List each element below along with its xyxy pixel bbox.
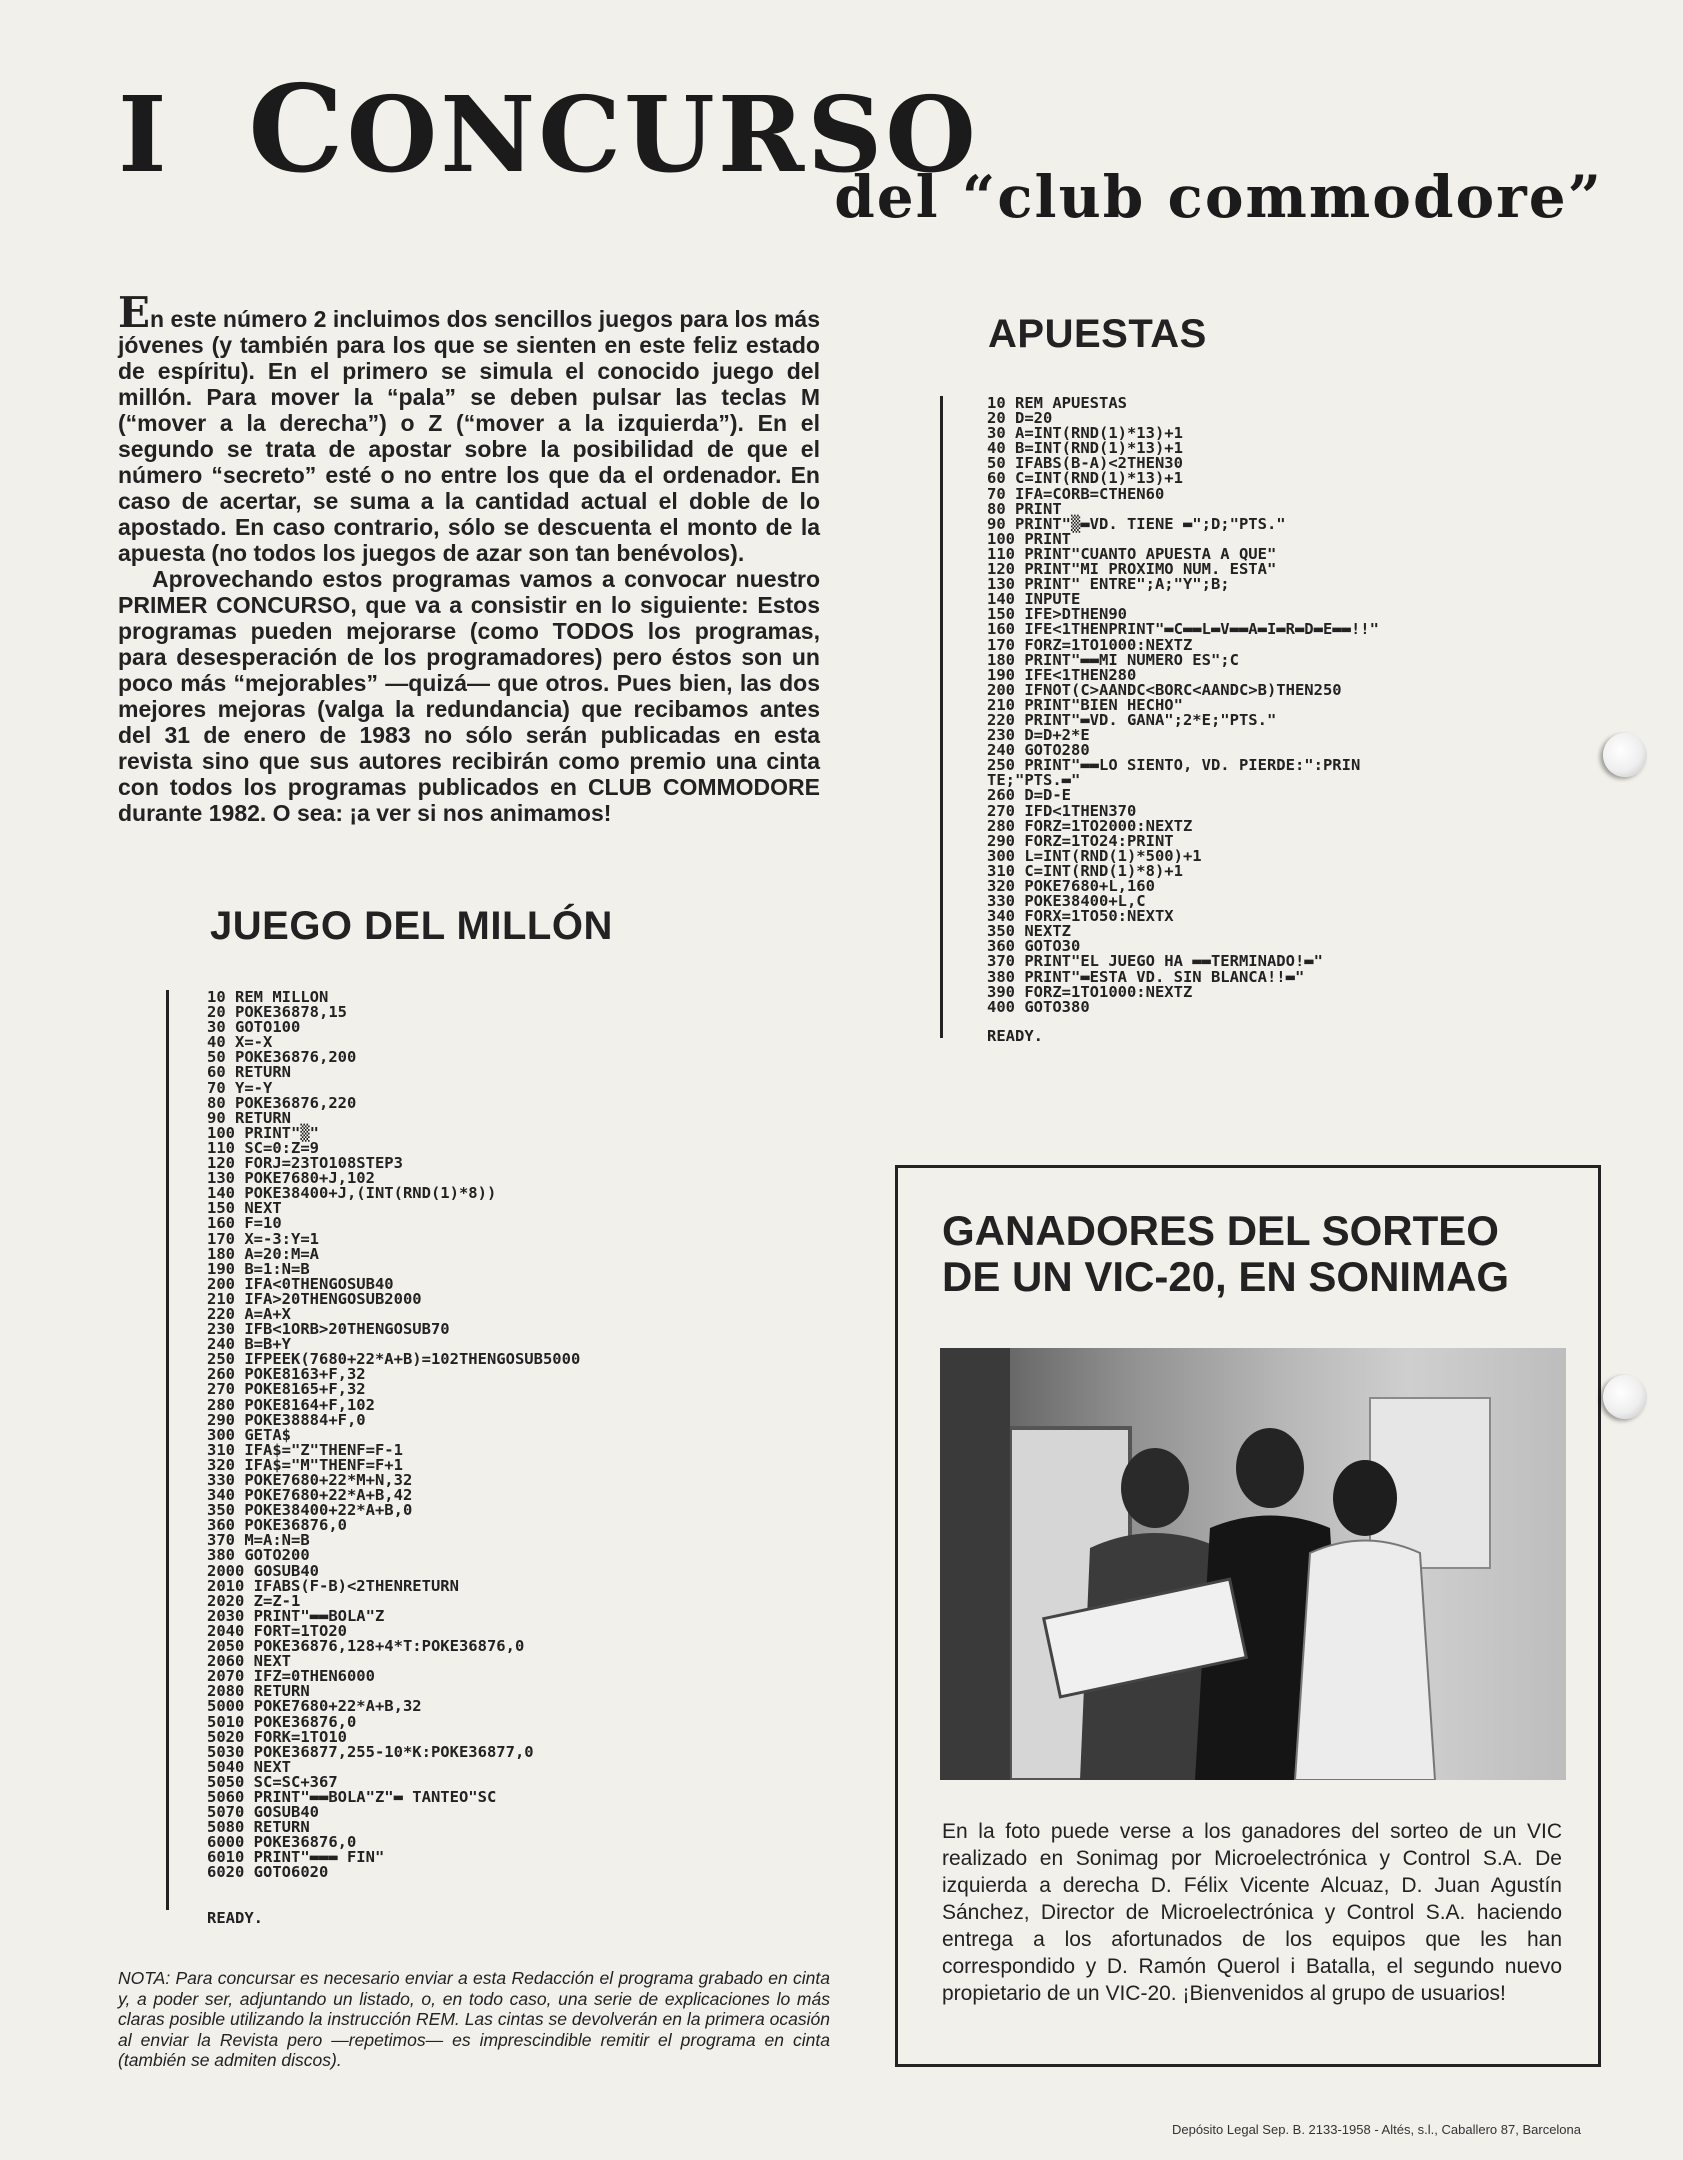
code-line: 50 POKE36876,200 [207, 1048, 357, 1067]
code-line: 250 PRINT"▬▬LO SIENTO, VD. PIERDE:":PRIN [987, 756, 1361, 775]
photo-person-right-head [1333, 1460, 1397, 1536]
code-line: 80 PRINT [987, 499, 1062, 518]
winners-title [942, 1208, 1509, 1300]
code-line: 200 IFA<0THENGOSUB40 [207, 1274, 394, 1293]
code-line: 5010 POKE36876,0 [207, 1712, 357, 1731]
code-line: 260 D=D-E [987, 786, 1071, 805]
code-line: 180 PRINT"▬▬MI NUMERO ES";C [987, 650, 1239, 669]
code-line: 280 POKE8164+F,102 [207, 1395, 375, 1414]
winners-caption: En la foto puede verse a los ganadores del sorteo de un VIC realizado en Sonimag por Microelectrónica y Control S.A. De izquierda a derecha D. Félix Vicente Alcuaz, D. Juan Agustín Sánchez, Director de Microelectrónica y Control S.A. haciendo entrega a los afortunados de los equipos que les han correspondido y D. Ramón Querol i Batalla, el segundo nuevo propietario de un VIC-20. ¡Bienvenidos al grupo de usuarios! [942, 1820, 1562, 2005]
code-line: 140 POKE38400+J,(INT(RND(1)*8)) [207, 1184, 497, 1203]
code-line: 10 REM APUESTAS [987, 394, 1127, 412]
code-line: 380 GOTO200 [207, 1546, 310, 1565]
code-line: 40 X=-X [207, 1033, 273, 1052]
code-line: 170 X=-3:Y=1 [207, 1229, 319, 1248]
code-line: 240 GOTO280 [987, 741, 1090, 760]
winners-box [895, 1165, 1601, 2067]
code-line: 370 M=A:N=B [207, 1531, 310, 1550]
code-line: 2060 NEXT [207, 1652, 291, 1671]
code-line: 210 IFA>20THENGOSUB2000 [207, 1289, 422, 1308]
code-line: 150 NEXT [207, 1199, 282, 1218]
code-line: 230 IFB<1ORB>20THENGOSUB70 [207, 1320, 450, 1339]
code-line: 100 PRINT [987, 529, 1071, 548]
code-line: 2020 Z=Z-1 [207, 1591, 301, 1610]
code-line: 280 FORZ=1TO2000:NEXTZ [987, 816, 1193, 835]
code-line: 160 F=10 [207, 1214, 282, 1233]
photo-person-center-head [1236, 1428, 1304, 1508]
photo-dark-wall [940, 1348, 1010, 1780]
code-line: 300 GETA$ [207, 1425, 291, 1444]
code-line: 2030 PRINT"▬▬BOLA"Z [207, 1606, 385, 1625]
code-line: 330 POKE7680+22*M+N,32 [207, 1471, 413, 1489]
code-line: 260 POKE8163+F,32 [207, 1365, 366, 1384]
code-line: 6000 POKE36876,0 [207, 1833, 357, 1852]
code-line: 5050 SC=SC+367 [207, 1772, 338, 1791]
code-line: 40 B=INT(RND(1)*13)+1 [987, 439, 1183, 458]
code-line: 5000 POKE7680+22*A+B,32 [207, 1697, 422, 1716]
code-line: 5040 NEXT [207, 1757, 291, 1776]
code-line: 2080 RETURN [207, 1682, 310, 1701]
code-line: 350 POKE38400+22*A+B,0 [207, 1501, 413, 1520]
code-line: 60 RETURN [207, 1063, 291, 1082]
code-line: 170 FORZ=1TO1000:NEXTZ [987, 635, 1193, 654]
code-line: 130 POKE7680+J,102 [207, 1169, 375, 1188]
code-line: 5060 PRINT"▬▬BOLA"Z"▬ TANTEO"SC [207, 1787, 497, 1806]
millon-ready-prompt: READY. [207, 1908, 263, 1927]
intro-paragraph-1-text: n este número 2 incluimos dos sencillos juegos para los más jóvenes (y también para los que se sienten en este feliz estado de espíritu). En el primero se simula el conocido juego del millón. Para mover la “pala” se deben pulsar las teclas M (“mover a la derecha”) o Z (“mover a la izquierda”). En el segundo se trata de apostar sobre la posibilidad de que el número “secreto” esté o no entre los que da el ordenador. En caso de acertar, se suma a la cantidad actual el doble de lo apostado. En caso contrario, sólo se descuenta el monto de la apuesta (no todos los juegos de azar son tan benévolos). [118, 306, 820, 566]
code-line: 340 FORX=1TO50:NEXTX [987, 907, 1174, 926]
contest-note: NOTA: Para concursar es necesario enviar a esta Redacción el programa grabado en cinta y, a poder ser, adjuntando un listado, o, en todo caso, una serie de explicaciones lo más claras posible utilizando la instrucción REM. Las cintas se devolverán en la primera ocasión al enviar la Revista pero —repetimos— es imprescindible remitir el programa en cinta (también se admiten discos). [118, 1968, 830, 2070]
code-line: 390 FORZ=1TO1000:NEXTZ [987, 982, 1193, 1001]
intro-text [118, 288, 820, 826]
code-line: 140 INPUTE [987, 590, 1081, 609]
code-line: 330 POKE38400+L,C [987, 892, 1146, 911]
code-line: 210 PRINT"BIEN HECHO" [987, 695, 1183, 714]
code-line: 320 POKE7680+L,160 [987, 877, 1155, 895]
code-line: 270 IFD<1THEN370 [987, 801, 1137, 820]
code-line: 360 POKE36876,0 [207, 1516, 347, 1535]
code-line: 220 A=A+X [207, 1304, 291, 1323]
code-line: TE;"PTS.▬" [987, 771, 1081, 790]
code-line: 6020 GOTO6020 [207, 1863, 329, 1882]
code-line: 70 IFA=CORB=CTHEN60 [987, 484, 1165, 503]
code-line: 110 SC=0:Z=9 [207, 1138, 319, 1157]
code-line: 320 IFA$="M"THENF=F+1 [207, 1455, 403, 1474]
code-line: 5030 POKE36877,255-10*K:POKE36877,0 [207, 1742, 534, 1761]
apuestas-ready-prompt: READY. [987, 1026, 1043, 1045]
code-line: 160 IFE<1THENPRINT"▬C▬▬L▬V▬▬A▬I▬R▬D▬E▬▬!!" [987, 620, 1379, 639]
code-line: 200 IFNOT(C>AANDC<BORC<AANDC>B)THEN250 [987, 680, 1342, 699]
code-line: 2010 IFABS(F-B)<2THENRETURN [207, 1576, 459, 1595]
photo-person-left-head [1121, 1448, 1189, 1528]
photo-person-right-body [1295, 1541, 1435, 1781]
code-line: 190 IFE<1THEN280 [987, 665, 1137, 684]
intro-paragraph-2: Aprovechando estos programas vamos a convocar nuestro PRIMER CONCURSO, que va a consistir en lo siguiente: Estos programas pueden mejorarse (como TODOS los programas, para desesperación de los programadores) pero éstos son un poco más “mejorables” —quizá— que otros. Pues bien, las dos mejores mejoras (valga la redundancia) que recibamos antes del 31 de enero de 1983 no sólo serán publicadas en esta revista sino que sus autores recibirán como premio una cinta con todos los programas publicados en CLUB COMMODORE durante 1982. O sea: ¡a ver si nos animamos! [118, 566, 820, 826]
code-line: 2070 IFZ=0THEN6000 [207, 1667, 375, 1686]
code-line: 310 C=INT(RND(1)*8)+1 [987, 861, 1183, 880]
code-line: 380 PRINT"▬ESTA VD. SIN BLANCA!!▬" [987, 967, 1305, 986]
code-line: 20 POKE36878,15 [207, 1003, 347, 1022]
code-line: 50 IFABS(B-A)<2THEN30 [987, 454, 1183, 473]
code-line: 120 PRINT"MI PROXIMO NUM. ESTA" [987, 560, 1277, 579]
code-line: 2000 GOSUB40 [207, 1561, 319, 1580]
code-line: 70 Y=-Y [207, 1078, 273, 1097]
code-line: 220 PRINT"▬VD. GANA";2*E;"PTS." [987, 710, 1277, 729]
binder-hole-bottom [1603, 1375, 1647, 1419]
drop-cap: E [118, 288, 151, 337]
code-line: 270 POKE8165+F,32 [207, 1380, 366, 1399]
code-line: 290 FORZ=1TO24:PRINT [987, 831, 1174, 850]
code-line: 90 RETURN [207, 1108, 291, 1127]
winners-title-line-1: GANADORES DEL SORTEO [942, 1207, 1499, 1254]
code-line: 5070 GOSUB40 [207, 1803, 319, 1822]
code-line: 30 GOTO100 [207, 1018, 301, 1037]
code-line: 190 B=1:N=B [207, 1259, 310, 1278]
code-line: 310 IFA$="Z"THENF=F-1 [207, 1440, 403, 1459]
code-line: 5020 FORK=1TO10 [207, 1727, 347, 1746]
code-line: 250 IFPEEK(7680+22*A+B)=102THENGOSUB5000 [207, 1350, 581, 1369]
apuestas-heading: APUESTAS [988, 312, 1207, 356]
binder-hole-top [1603, 733, 1647, 777]
code-line: 100 PRINT"▒" [207, 1123, 319, 1142]
code-line: 2050 POKE36876,128+4*T:POKE36876,0 [207, 1637, 525, 1656]
code-line: 230 D=D+2*E [987, 726, 1090, 745]
code-line: 340 POKE7680+22*A+B,42 [207, 1486, 413, 1505]
code-line: 120 FORJ=23TO108STEP3 [207, 1154, 403, 1173]
code-line: 20 D=20 [987, 409, 1053, 428]
title-first-word: I [118, 73, 170, 196]
code-line: 360 GOTO30 [987, 937, 1081, 956]
code-line: 300 L=INT(RND(1)*500)+1 [987, 846, 1202, 865]
page-subtitle: del “club commodore” [834, 163, 1603, 231]
code-line: 2040 FORT=1TO20 [207, 1621, 347, 1640]
title-rest: ONCURSO [346, 73, 979, 196]
winners-photo-illustration [940, 1348, 1566, 1780]
millon-code-listing [166, 988, 581, 1927]
code-line: 130 PRINT" ENTRE";A;"Y";B; [987, 575, 1230, 594]
apuestas-code-listing [940, 394, 1379, 1045]
code-line: 30 A=INT(RND(1)*13)+1 [987, 424, 1183, 443]
millon-code-lines [207, 990, 580, 1881]
winners-title-line-2: DE UN VIC-20, EN SONIMAG [942, 1253, 1510, 1300]
code-line: 5080 RETURN [207, 1818, 310, 1837]
code-line: 370 PRINT"EL JUEGO HA ▬▬TERMINADO!▬" [987, 952, 1323, 971]
code-line: 180 A=20:M=A [207, 1244, 319, 1263]
juego-del-millon-heading: JUEGO DEL MILLÓN [210, 904, 613, 948]
code-line: 350 NEXTZ [987, 922, 1071, 941]
code-line: 10 REM MILLON [207, 988, 329, 1006]
apuestas-code-lines [987, 396, 1379, 1015]
legal-notice: Depósito Legal Sep. B. 2133-1958 - Altés, s.l., Caballero 87, Barcelona [1171, 2122, 1581, 2137]
code-line: 400 GOTO380 [987, 997, 1090, 1016]
title-initial-cap: C [248, 59, 347, 200]
code-line: 60 C=INT(RND(1)*13)+1 [987, 469, 1183, 488]
code-line: 90 PRINT"▒▬VD. TIENE ▬";D;"PTS." [987, 514, 1286, 533]
code-line: 290 POKE38884+F,0 [207, 1410, 366, 1429]
code-line: 80 POKE36876,220 [207, 1093, 357, 1112]
winners-photo [940, 1348, 1566, 1780]
code-line: 6010 PRINT"▬▬▬ FIN" [207, 1848, 385, 1867]
code-line: 150 IFE>DTHEN90 [987, 605, 1127, 624]
intro-paragraph-1 [118, 288, 820, 566]
code-line: 240 B=B+Y [207, 1335, 291, 1354]
code-line: 110 PRINT"CUANTO APUESTA A QUE" [987, 544, 1277, 563]
